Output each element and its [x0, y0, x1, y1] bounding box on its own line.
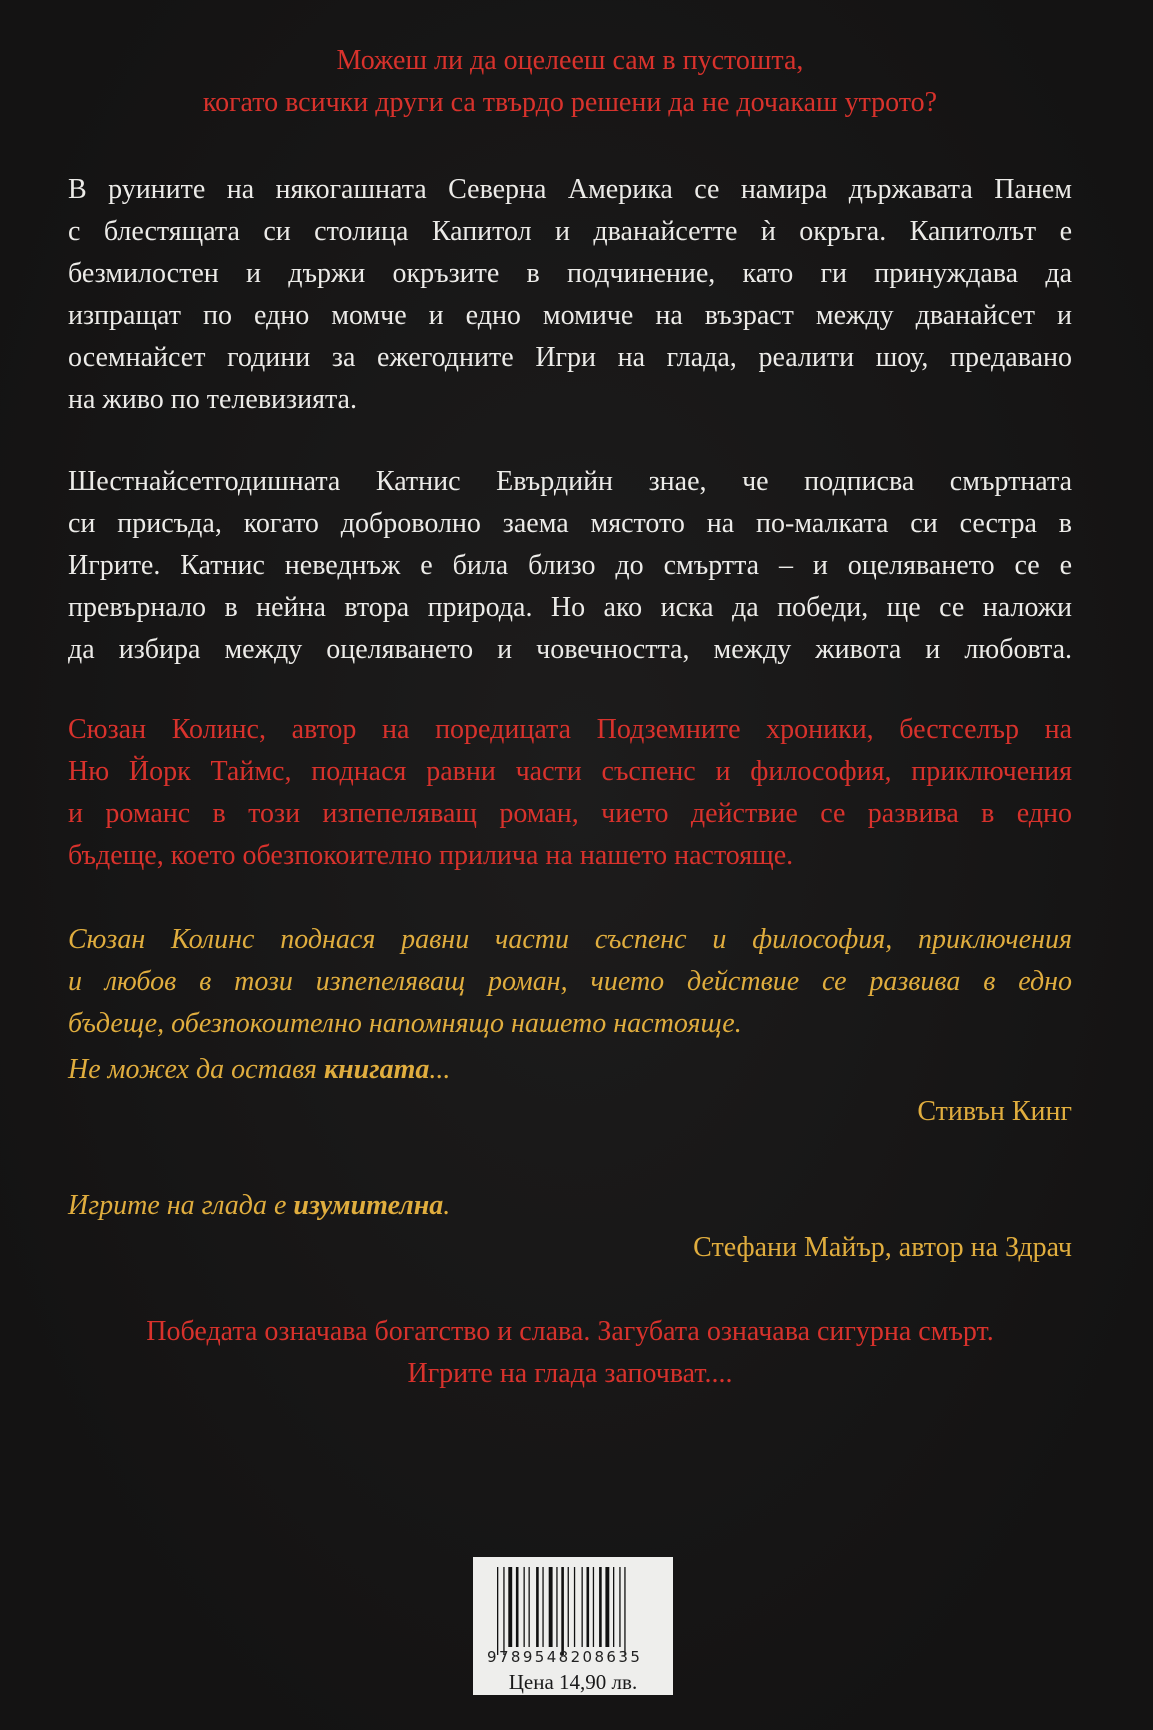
barcode-bar — [599, 1567, 602, 1647]
headline-line: когато всички други са твърдо решени да не дочакаш утрото? — [202, 87, 938, 118]
text-line: на живо по телевизията. — [68, 384, 357, 415]
text-line: Игрите. Катнис неведнъж е била близо до смъртта – и оцеляването се е — [68, 550, 1072, 581]
barcode-icon — [497, 1567, 657, 1655]
synopsis-paragraph-2 — [68, 461, 1072, 671]
barcode-bar — [508, 1567, 512, 1647]
synopsis-paragraph-1 — [68, 169, 1072, 421]
barcode-bar — [568, 1567, 569, 1647]
barcode-bar — [619, 1567, 620, 1647]
quote-line: бъдеще, обезпокоително напомнящо нашето настояще. — [68, 1008, 742, 1039]
tagline-line: Игрите на глада започват.... — [407, 1358, 733, 1389]
text-line: Ню Йорк Таймс, поднася равни части съспенс и философия, приключения — [68, 756, 1072, 787]
text-line: осемнайсет години за ежегодните Игри на глада, реалити шоу, предавано — [68, 342, 1072, 373]
barcode-bar — [593, 1567, 594, 1647]
barcode-bar — [613, 1567, 614, 1647]
barcode-bar — [536, 1567, 539, 1647]
text-line: превърнало в нейна втора природа. Но ако иска да победи, ще се наложи — [68, 592, 1072, 623]
barcode-bar — [516, 1567, 519, 1647]
barcode-bar — [503, 1567, 504, 1655]
quote-emphasis: книгата — [323, 1054, 430, 1085]
text-line: безмилостен и държи окръзите в подчинение, като ги принуждава да — [68, 258, 1072, 289]
barcode-bar — [556, 1567, 557, 1647]
quote-author: Стефани Майър, автор на Здрач — [693, 1232, 1072, 1263]
barcode-bar — [524, 1567, 525, 1647]
text-line: Шестнайсетгодишната Катнис Евърдийн знае, че подписва смъртната — [68, 466, 1072, 497]
text-line: В руините на някогашната Северна Америка се намира държавата Панем — [68, 174, 1072, 205]
barcode-bar — [542, 1567, 543, 1647]
barcode-bar — [561, 1567, 564, 1655]
isbn-number: 9789548208635 — [487, 1648, 643, 1666]
tagline-line: Победата означава богатство и слава. Загубата означава сигурна смърт. — [146, 1316, 994, 1347]
barcode-bar — [582, 1567, 583, 1647]
text-line: с блестящата си столица Капитол и дванайсетте ѝ окръга. Капитолът е — [68, 216, 1072, 247]
price-label: Цена 14,90 лв. — [508, 1670, 638, 1694]
quote-stephen-king — [68, 919, 1072, 1133]
barcode-bar — [529, 1567, 530, 1647]
barcode-bar — [605, 1567, 609, 1647]
quote-line — [68, 1185, 1072, 1227]
text-line: и романс в този изпепеляващ роман, чието действие се развива в едно — [68, 798, 1072, 829]
quote-line: Сюзан Колинс поднася равни части съспенс и философия, приключения — [68, 924, 1072, 955]
quote-author: Стивън Кинг — [917, 1096, 1072, 1127]
barcode-bar — [574, 1567, 575, 1647]
text-line: да избира между оцеляването и човечността, между живота и любовта. — [68, 634, 1072, 665]
tagline — [68, 1311, 1072, 1395]
text-line: Сюзан Колинс, автор на поредицата Подземните хроники, бестселър на — [68, 714, 1072, 745]
text-line: си присъда, когато доброволно заема мястото на по-малката си сестра в — [68, 508, 1072, 539]
quote-text: Игрите на глада е — [68, 1190, 294, 1221]
quote-emphasis: изумителна — [293, 1190, 444, 1221]
barcode-bar — [624, 1567, 625, 1655]
barcode-bar — [587, 1567, 590, 1647]
quote-line — [68, 1049, 1072, 1091]
quote-text: Не можех да оставя — [68, 1054, 324, 1085]
barcode-label — [473, 1557, 673, 1695]
quote-line: и любов в този изпепеляващ роман, чието действие се развива в едно — [68, 966, 1072, 997]
quote-text: ... — [429, 1054, 451, 1085]
author-blurb — [68, 709, 1072, 877]
barcode-bar — [497, 1567, 498, 1655]
text-line: бъдеще, което обезпокоително прилича на нашето настояще. — [68, 840, 794, 871]
barcode-bar — [549, 1567, 553, 1647]
headline — [68, 40, 1072, 124]
text-line: изпращат по едно момче и едно момиче на възраст между дванайсет и — [68, 300, 1072, 331]
quote-text: . — [443, 1190, 451, 1221]
quote-stephenie-meyer — [68, 1185, 1072, 1269]
headline-line: Можеш ли да оцелееш сам в пустошта, — [336, 45, 804, 76]
